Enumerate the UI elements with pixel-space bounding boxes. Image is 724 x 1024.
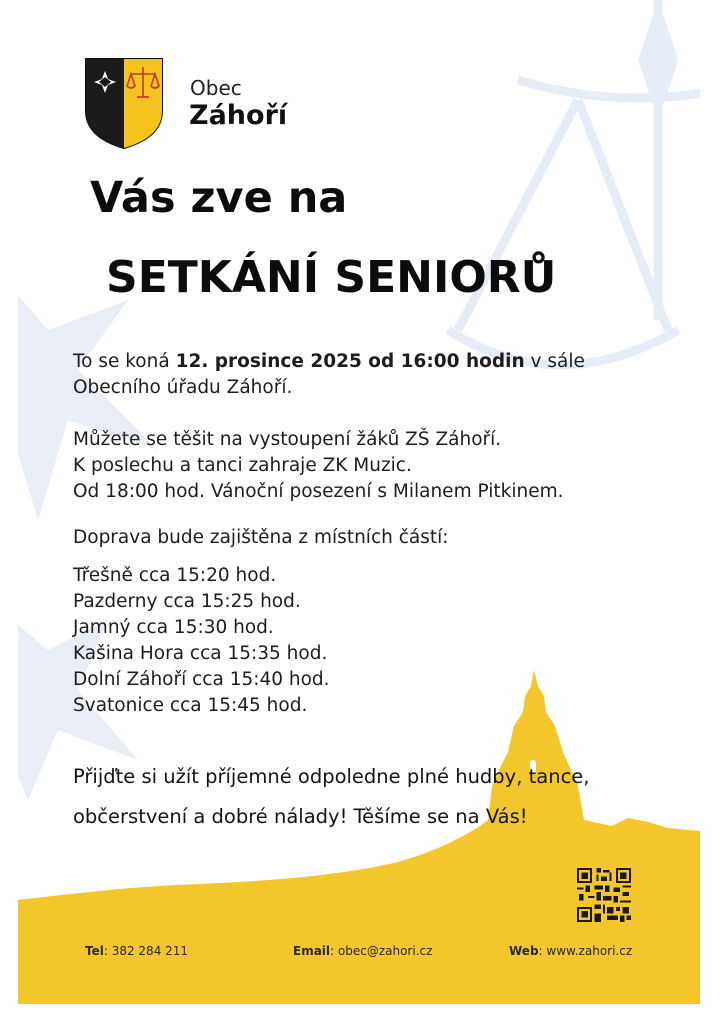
event-title: SETKÁNÍ SENIORŮ (106, 252, 557, 303)
transport-item: Pazderny cca 15:25 hod. (73, 591, 301, 612)
municipality-prefix: Obec (190, 76, 242, 100)
program-line-band: K poslechu a tanci zahraje ZK Muzic. (73, 455, 412, 476)
program-paragraph (73, 427, 673, 505)
date-intro: To se koná (73, 351, 176, 372)
web-value: : www.zahori.cz (538, 944, 633, 958)
program-line-students: Můžete se těšit na vystoupení žáků ZŠ Záhoří. (73, 429, 502, 450)
municipality-name: Záhoří (189, 100, 288, 131)
event-date-time: 12. prosince 2025 od 16:00 hodin (175, 351, 525, 372)
email-label: Email (293, 944, 331, 958)
footer-web[interactable] (509, 943, 632, 959)
coat-of-arms-icon (84, 57, 164, 150)
email-value: : obec@zahori.cz (330, 944, 433, 958)
footer-email[interactable] (293, 943, 432, 959)
web-label: Web (509, 944, 539, 958)
transport-item: Jamný cca 15:30 hod. (73, 617, 274, 638)
phone-value: : 382 284 211 (103, 944, 189, 958)
closing-invitation: Přijďte si užít příjemné odpoledne plné hudby, tance, občerstvení a dobré nálady! Těšíme se na Vás! (73, 765, 590, 828)
poster (18, 0, 700, 1004)
transport-item: Svatonice cca 15:45 hod. (73, 695, 308, 716)
transport-item: Dolní Záhoří cca 15:40 hod. (73, 669, 330, 690)
qr-code-icon[interactable] (577, 868, 631, 922)
transport-item: Kašina Hora cca 15:35 hod. (73, 643, 328, 664)
footer-phone[interactable] (85, 943, 188, 959)
transport-intro: Doprava bude zajištěna z místních částí: (73, 527, 449, 548)
transport-item: Třešně cca 15:20 hod. (73, 565, 277, 586)
transport-list (73, 563, 330, 719)
event-venue: v sále Obecního úřadu Záhoří. (73, 351, 585, 398)
program-line-christmas: Od 18:00 hod. Vánoční posezení s Milanem Pitkinem. (73, 481, 564, 502)
event-date-paragraph (73, 349, 653, 401)
phone-label: Tel (85, 944, 104, 958)
invite-heading: Vás zve na (90, 173, 348, 223)
